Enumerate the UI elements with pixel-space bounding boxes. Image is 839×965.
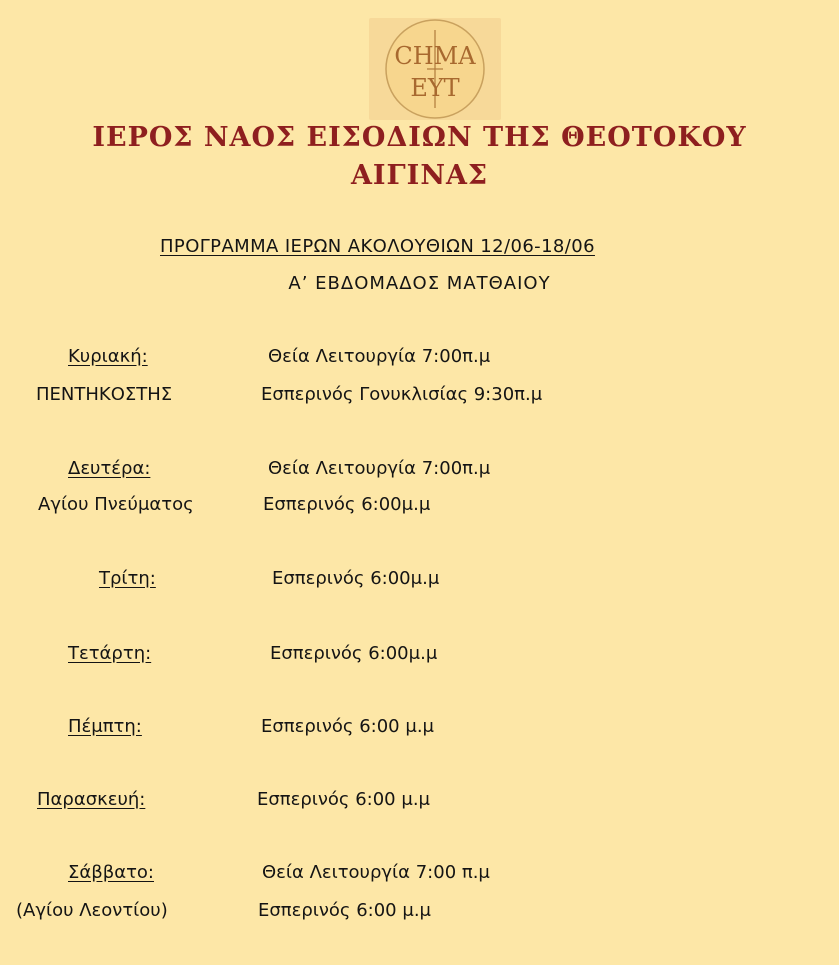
tuesday-vespers: Εσπερινός 6:00μ.μ xyxy=(272,568,440,589)
church-name-line-2: ΑΙΓΙΝΑΣ xyxy=(350,160,489,191)
program-title: ΠΡΟΓΡΑΜΜΑ ΙΕΡΩΝ ΑΚΟΛΟΥΘΙΩΝ 12/06-18/06 xyxy=(160,236,595,257)
week-title: Α’ ΕΒΔΟΜΑΔΟΣ ΜΑΤΘΑΙΟΥ xyxy=(288,273,551,294)
day-friday: Παρασκευή: xyxy=(37,789,146,810)
church-seal-icon xyxy=(369,18,501,120)
church-logo xyxy=(369,18,501,120)
day-monday: Δευτέρα: xyxy=(68,458,151,479)
saturday-vespers: Εσπερινός 6:00 μ.μ xyxy=(258,900,431,921)
thursday-vespers: Εσπερινός 6:00 μ.μ xyxy=(261,716,434,737)
day-sunday: Κυριακή: xyxy=(68,346,148,367)
day-tuesday: Τρίτη: xyxy=(99,568,156,589)
saturday-liturgy: Θεία Λειτουργία 7:00 π.μ xyxy=(262,862,490,883)
day-wednesday: Τετάρτη: xyxy=(68,643,152,664)
day-thursday: Πέμπτη: xyxy=(68,716,142,737)
sunday-vespers: Εσπερινός Γονυκλισίας 9:30π.μ xyxy=(261,384,543,405)
church-name-line-1: ΙΕΡΟΣ ΝΑΟΣ ΕΙΣΟΔΙΩΝ ΤΗΣ ΘΕΟΤΟΚΟΥ xyxy=(92,122,747,153)
logo-text-bottom: ΕΥΤ xyxy=(410,74,460,102)
sunday-liturgy: Θεία Λειτουργία 7:00π.μ xyxy=(268,346,491,367)
day-monday-feast: Αγίου Πνεύματος xyxy=(38,494,194,515)
monday-vespers: Εσπερινός 6:00μ.μ xyxy=(263,494,431,515)
day-saturday-feast: (Αγίου Λεοντίου) xyxy=(16,900,168,921)
day-saturday: Σάββατο: xyxy=(68,862,154,883)
monday-liturgy: Θεία Λειτουργία 7:00π.μ xyxy=(268,458,491,479)
friday-vespers: Εσπερινός 6:00 μ.μ xyxy=(257,789,430,810)
wednesday-vespers: Εσπερινός 6:00μ.μ xyxy=(270,643,438,664)
day-sunday-feast: ΠΕΝΤΗΚΟΣΤΗΣ xyxy=(36,384,173,405)
logo-text-top: CΗΜΑ xyxy=(394,42,476,70)
